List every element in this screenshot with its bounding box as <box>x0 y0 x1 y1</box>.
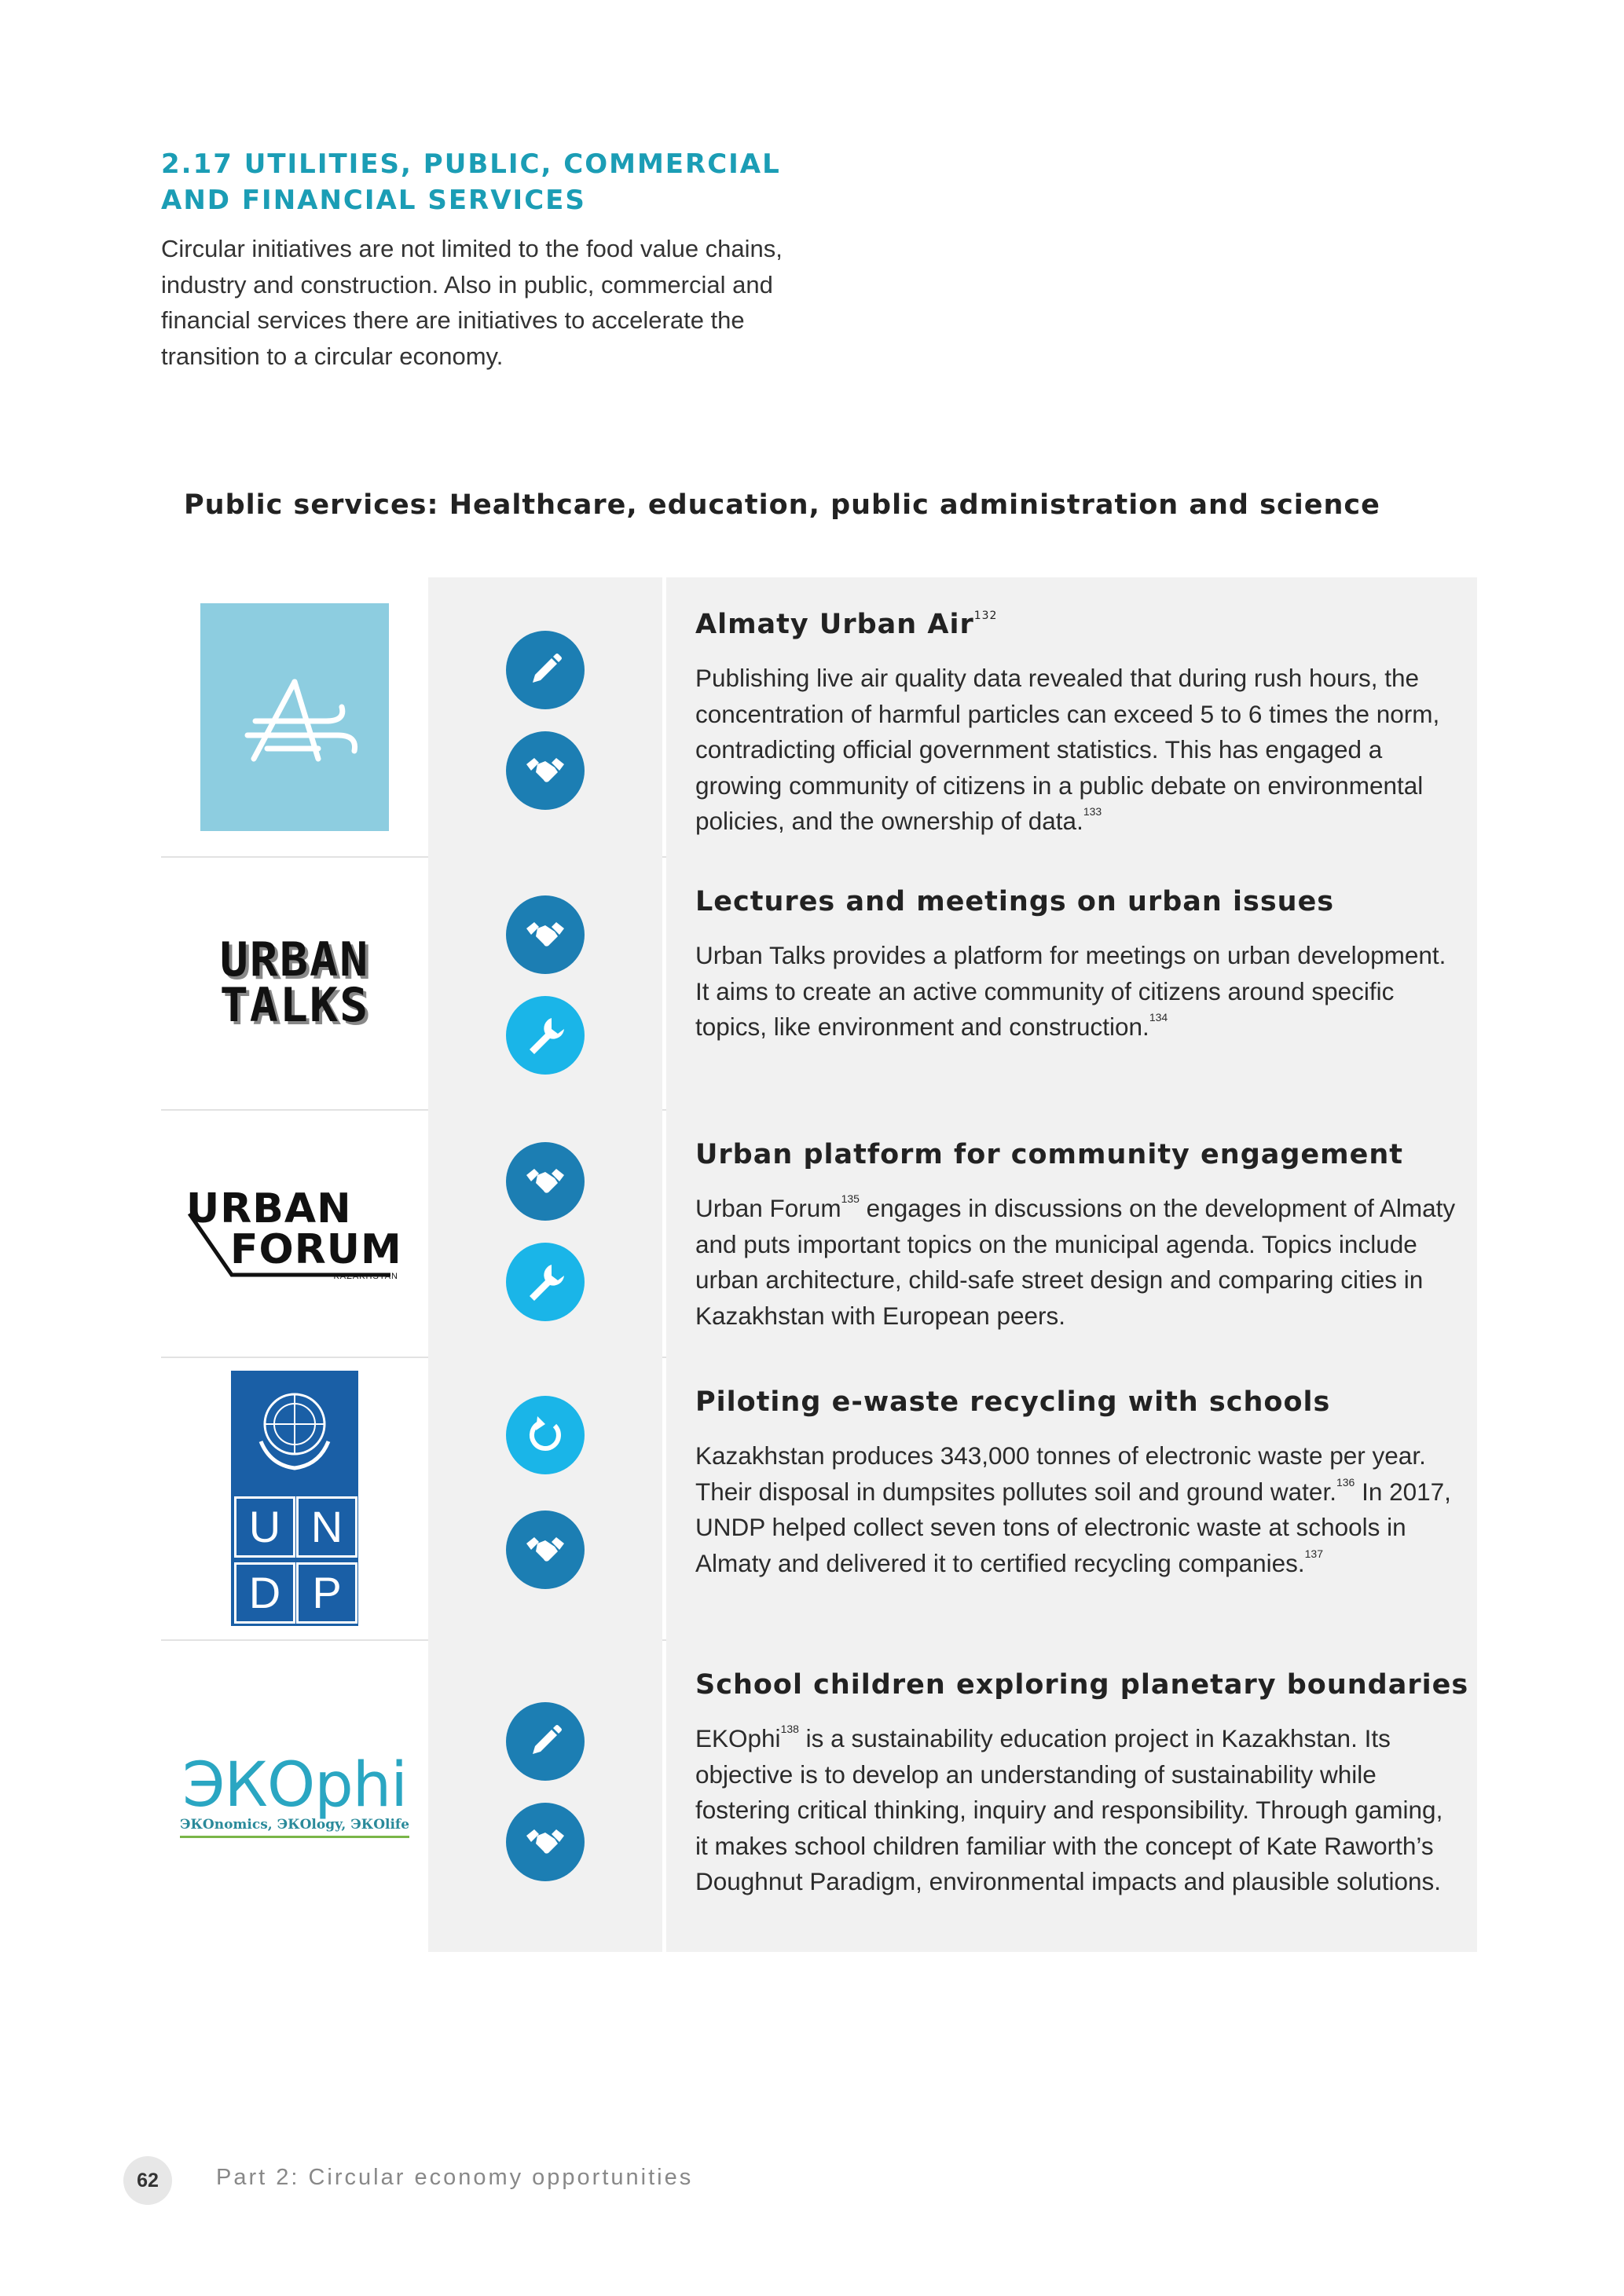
logo-cell <box>161 1639 428 1952</box>
initiative-card <box>161 856 1477 1109</box>
initiative-card <box>161 1639 1477 1952</box>
card-text: Publishing live air quality data revealed that during rush hours, the concentration of harmful particles can exceed 5 to 6 times the norm, contradicting official government statistics. This has engaged a growing community of citizens in a public debate on environmental policies, and the ownership of data.$^{133}$ <box>695 664 1440 835</box>
logo-cell <box>161 1357 428 1639</box>
card-title: Almaty Urban Air$^{132}$ <box>695 609 998 640</box>
card-text: Urban Forum$^{135}$ engages in discussions on the development of Almaty and puts important topics on the municipal agenda. Topics include urban architecture, child-safe street design and comparing cities in Kazakhstan with European peers. <box>695 1192 1456 1330</box>
icon-cell <box>428 577 662 856</box>
handshake-icon <box>506 1803 585 1881</box>
handshake-icon <box>506 1142 585 1221</box>
card-title: Lectures and meetings on urban issues <box>695 886 1335 917</box>
subheading: Public services: Healthcare, education, public administration and science <box>184 489 1380 521</box>
initiative-card <box>161 577 1477 856</box>
logo-cell <box>161 1109 428 1357</box>
urban-talks-logo: URBAN TALKS <box>219 932 370 1033</box>
icon-cell <box>428 1639 662 1952</box>
handshake-icon <box>506 1511 585 1589</box>
card-body <box>666 577 1477 856</box>
ekophi-logo: ЭКOphi ЭКOnomics, ЭКOlogy, ЭКOlife <box>180 1754 409 1838</box>
card-title: Piloting e-waste recycling with schools <box>695 1386 1331 1418</box>
card-body <box>666 1639 1477 1952</box>
almaty-urban-air-logo <box>200 603 389 831</box>
logo-cell <box>161 577 428 856</box>
recycle-icon <box>506 1396 585 1474</box>
card-title: Urban platform for community engagement <box>695 1139 1404 1170</box>
section-intro: Circular initiatives are not limited to the food value chains, industry and construction. Also in public, commercial and financial services there are initiatives to accelerate the transition to a circular economy. <box>161 235 783 370</box>
icon-cell <box>428 1357 662 1639</box>
card-body <box>666 1109 1477 1357</box>
undp-logo: U N D P <box>231 1371 358 1626</box>
wrench-icon <box>506 1243 585 1321</box>
initiative-card <box>161 1109 1477 1357</box>
urban-forum-logo: URBAN FORUM KAZAKHSTAN <box>186 1185 402 1281</box>
wrench-icon <box>506 996 585 1075</box>
card-text: Urban Talks provides a platform for meetings on urban development. It aims to create an active community of citizens around specific topics, like environment and construction.$^{134}$ <box>695 941 1446 1041</box>
handshake-icon <box>506 731 585 810</box>
section-title: 2.17 UTILITIES, PUBLIC, COMMERCIAL AND FINANCIAL SERVICES <box>161 148 781 216</box>
pencil-icon <box>506 631 585 709</box>
card-body <box>666 856 1477 1109</box>
card-body <box>666 1357 1477 1639</box>
card-text: Kazakhstan produces 343,000 tonnes of electronic waste per year. Their disposal in dumpsites pollutes soil and ground water.$^{136}$ In 2017, UNDP helped collect seven tons of electronic waste at schools in Almaty and delivered it to certified recycling companies.$^{137}$ <box>695 1441 1451 1577</box>
icon-cell <box>428 1109 662 1357</box>
logo-cell <box>161 856 428 1109</box>
icon-cell <box>428 856 662 1109</box>
initiative-card <box>161 1357 1477 1639</box>
footer-section-label: Part 2: Circular economy opportunities <box>216 2165 694 2190</box>
handshake-icon <box>506 895 585 974</box>
un-emblem-icon <box>231 1371 358 1489</box>
page-number: 62 <box>123 2156 172 2205</box>
card-title: School children exploring planetary boundaries <box>695 1669 1469 1701</box>
card-text: EKOphi$^{138}$ is a sustainability education project in Kazakhstan. Its objective is to develop an understanding of sustainability while fostering critical thinking, inquiry and responsibility. Through gaming, it makes school children familiar with the concept of Kate Raworth’s Doughnut Paradigm, environmental impacts and plausible solutions. <box>695 1723 1443 1895</box>
pencil-icon <box>506 1702 585 1781</box>
